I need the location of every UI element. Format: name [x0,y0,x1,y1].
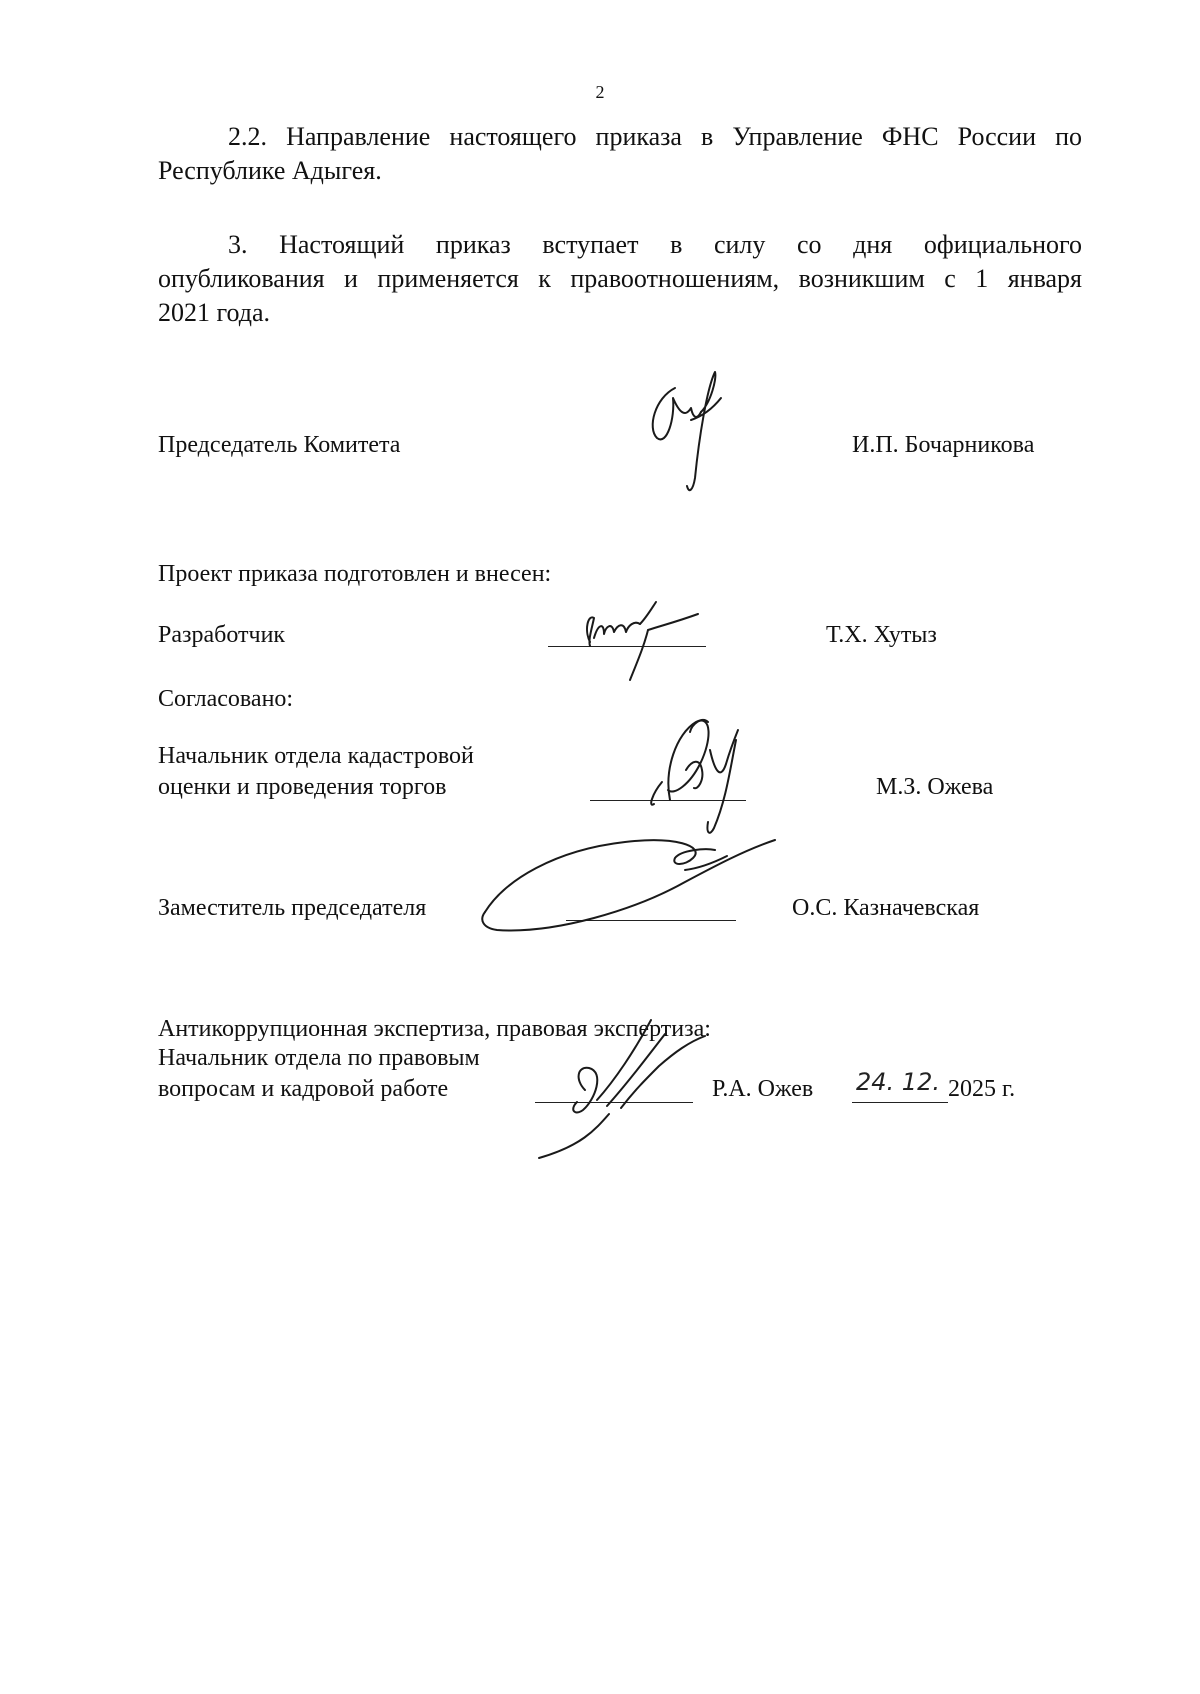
agreed-heading: Согласовано: [158,686,294,712]
deputy-name: О.С. Казначевская [792,895,980,921]
chairman-title: Председатель Комитета [158,432,401,458]
chairman-signature [645,368,755,498]
prepared-heading: Проект приказа подготовлен и внесен: [158,561,552,587]
cadastral-head-title-line1: Начальник отдела кадастровой [158,743,474,769]
cadastral-head-signature [640,710,750,845]
paragraph-line: Республике Адыгея. [158,156,382,185]
handwritten-date: 24. 12. [856,1068,940,1096]
paragraph-line: опубликования и применяется к правоотношениям, возникшим с 1 января [158,264,1082,293]
expertise-heading: Антикоррупционная экспертиза, правовая экспертиза: [158,1016,711,1042]
developer-title: Разработчик [158,622,286,648]
cadastral-head-name: М.З. Ожева [876,774,994,800]
date-line [852,1102,948,1103]
paragraph-line: 2021 года. [158,298,271,327]
cadastral-head-title-line2: оценки и проведения торгов [158,774,447,800]
chairman-name: И.П. Бочарникова [852,432,1035,458]
paragraph-2-2 [158,120,1082,188]
deputy-signature [475,830,780,950]
developer-signature [548,600,718,690]
year-text: 2025 г. [948,1076,1016,1102]
page-number: 2 [595,82,605,102]
expertise-signature [525,1010,715,1160]
expertise-title-line1: Начальник отдела по правовым [158,1045,480,1071]
paragraph-3 [158,228,1082,330]
expertise-title-line2: вопросам и кадровой работе [158,1076,449,1102]
deputy-title: Заместитель председателя [158,895,427,921]
paragraph-line: 3. Настоящий приказ вступает в силу со дня официального [228,230,1082,259]
paragraph-line: 2.2. Направление настоящего приказа в Управление ФНС России по [228,122,1082,151]
developer-name: Т.Х. Хутыз [826,622,937,648]
expertise-name: Р.А. Ожев [712,1076,814,1102]
